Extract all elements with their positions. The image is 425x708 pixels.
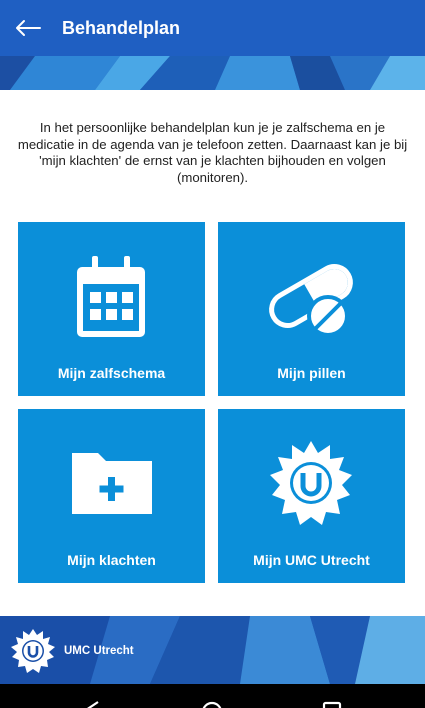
umc-logo-icon: [10, 628, 56, 674]
tile-label: Mijn UMC Utrecht: [253, 552, 370, 568]
app-bar: [0, 0, 425, 56]
intro-text: In het persoonlijke behandelplan kun je je zalfschema en je medicatie in de agenda van je telefoon zetten. Daarnaast kan je bij 'mijn klachten' de ernst van je klachten bijhouden en volgen (monitoren).: [17, 120, 408, 185]
system-nav-bar: [0, 684, 425, 708]
tile-label: Mijn zalfschema: [57, 365, 166, 381]
tile-mijn-klachten[interactable]: [18, 409, 205, 583]
calendar-icon: [18, 222, 205, 352]
footer-brand: [10, 628, 134, 674]
nav-recents-button[interactable]: [302, 684, 362, 708]
page-title: Behandelplan: [62, 17, 181, 38]
umc-logo-icon: [218, 409, 405, 539]
back-triangle-icon: [62, 684, 122, 708]
pill-icon: [218, 222, 405, 352]
arrow-left-icon: [15, 19, 41, 37]
recents-square-icon: [302, 684, 362, 708]
banner-pattern: [0, 56, 425, 90]
footer-banner: [0, 616, 425, 684]
back-button[interactable]: [2, 0, 54, 56]
decorative-banner: [0, 56, 425, 90]
tile-label: Mijn pillen: [277, 365, 346, 381]
tile-mijn-zalfschema[interactable]: [18, 222, 205, 396]
footer-brand-name: UMC Utrecht: [64, 645, 134, 657]
tile-mijn-pillen[interactable]: [218, 222, 405, 396]
main-content: [0, 90, 425, 616]
nav-back-button[interactable]: [62, 684, 122, 708]
tile-label: Mijn klachten: [67, 552, 156, 568]
folder-plus-icon: [18, 409, 205, 539]
home-circle-icon: [182, 684, 242, 708]
nav-home-button[interactable]: [182, 684, 242, 708]
tile-mijn-umc-utrecht[interactable]: [218, 409, 405, 583]
